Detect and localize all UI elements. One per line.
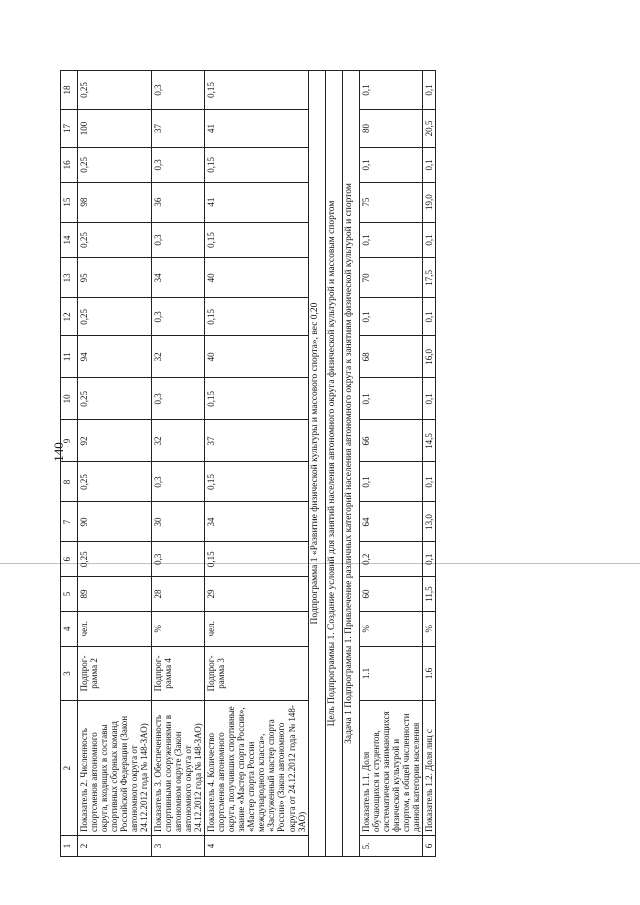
table-cell: 0,25	[78, 462, 152, 502]
header-cell: 1	[61, 835, 78, 856]
table-cell: 89	[78, 577, 152, 612]
section-title: Подпрограмма 1 «Развитие физической культуры и массового спорта», вес 0,20	[308, 71, 325, 857]
header-cell: 10	[61, 378, 78, 420]
table-cell: 66	[359, 420, 422, 462]
table-cell: 75	[359, 182, 422, 222]
header-cell: 18	[61, 71, 78, 110]
table-cell: Показатель 1.2. Доля лиц с	[423, 701, 436, 836]
table-row	[359, 71, 422, 857]
header-cell: 13	[61, 258, 78, 298]
table-cell: 5.	[359, 835, 422, 856]
table-cell: 60	[359, 577, 422, 612]
table-cell: 0,25	[78, 147, 152, 182]
table-row	[423, 71, 436, 857]
table-cell: Показатель 2. Численность спортсменов автономного округа, входящих в составы спортивных сборных команд Российской Федерации (Закон автономного округа от 24.12.2012 года № 148-ЗАО)	[78, 701, 152, 836]
table-cell: 0,25	[78, 71, 152, 110]
table-cell: 13,0	[423, 502, 436, 542]
table-cell: 0,15	[204, 147, 308, 182]
table-cell: 90	[78, 502, 152, 542]
header-cell: 6	[61, 542, 78, 577]
table-cell: 0,1	[359, 298, 422, 336]
table-cell: Показатель 3. Обеспеченность спортивными сооружениями в автономном округе (Закон автономного округа от 24.12.2012 года № 148-ЗАО)	[151, 701, 204, 836]
table-cell: 40	[204, 336, 308, 378]
page-number: 140	[51, 442, 66, 462]
table-cell: 0,1	[423, 222, 436, 258]
table-cell: 0,3	[151, 147, 204, 182]
table-cell: 0,1	[359, 462, 422, 502]
table-cell: 80	[359, 110, 422, 148]
table-cell: 4	[204, 835, 308, 856]
table-cell: чел.	[78, 611, 152, 646]
table-cell: 0,15	[204, 542, 308, 577]
table-cell: 41	[204, 110, 308, 148]
table-cell: Показатель 4. Количество спортсменов автономного округа, получивших спортивные звание «Мастер спорта России», «Мастер спорта России международного класса», «Заслуженный мастер спорта России» (Закон автономного округа от 24.12.2012 года № 148-ЗАО)	[204, 701, 308, 836]
table-cell: 0,3	[151, 298, 204, 336]
table-cell: 0,3	[151, 71, 204, 110]
table-cell: Показатель 1.1. Доля обучающихся и студентов, систематически занимающихся физической культурой и спортом, в общей численности данной категории населения	[359, 701, 422, 836]
table-cell: 68	[359, 336, 422, 378]
header-cell: 3	[61, 646, 78, 701]
table-cell: 28	[151, 577, 204, 612]
table-cell: 36	[151, 182, 204, 222]
table-cell: 0,15	[204, 222, 308, 258]
table-cell: 0,1	[359, 378, 422, 420]
table-cell: 32	[151, 336, 204, 378]
header-cell: 2	[61, 701, 78, 836]
header-cell: 9	[61, 420, 78, 462]
table-cell: 37	[151, 110, 204, 148]
table-cell: 34	[151, 258, 204, 298]
table-cell: Подпрог-рамма 4	[151, 646, 204, 701]
table-cell: 70	[359, 258, 422, 298]
table-cell: 29	[204, 577, 308, 612]
table-cell: 32	[151, 420, 204, 462]
table-cell: 0,1	[423, 71, 436, 110]
table-cell: %	[423, 611, 436, 646]
table-cell: 41	[204, 182, 308, 222]
table-row	[78, 71, 152, 857]
table-cell: 0,1	[423, 462, 436, 502]
table-cell: 92	[78, 420, 152, 462]
table-body	[61, 71, 436, 857]
table-cell: 64	[359, 502, 422, 542]
table-cell: Подпрог-рамма 2	[78, 646, 152, 701]
table-cell: 0,15	[204, 462, 308, 502]
table-cell: 0,3	[151, 222, 204, 258]
header-cell: 8	[61, 462, 78, 502]
table-cell: 98	[78, 182, 152, 222]
table-cell: 37	[204, 420, 308, 462]
header-cell: 5	[61, 577, 78, 612]
table-cell: 95	[78, 258, 152, 298]
table-cell: 30	[151, 502, 204, 542]
table-cell: 1.6	[423, 646, 436, 701]
section-row	[325, 71, 342, 857]
table-cell: 0,2	[359, 542, 422, 577]
section-row	[342, 71, 359, 857]
table-cell: 17,5	[423, 258, 436, 298]
section-title: Задача 1 Подпрограммы 1. Привлечение различных категорий населения автономного округа к занятиям физической культурой и спортом	[342, 71, 359, 857]
table-row	[204, 71, 308, 857]
table-cell: 40	[204, 258, 308, 298]
table-cell: Подпрог-рамма 3	[204, 646, 308, 701]
table-cell: 1.1	[359, 646, 422, 701]
table-cell: 3	[151, 835, 204, 856]
table-cell: 0,25	[78, 222, 152, 258]
rotated-table-container	[60, 70, 436, 857]
table-cell: 0,3	[151, 542, 204, 577]
table-cell: 0,25	[78, 542, 152, 577]
header-cell: 14	[61, 222, 78, 258]
table-cell: 0,25	[78, 378, 152, 420]
indicators-table	[60, 70, 436, 857]
section-row	[308, 71, 325, 857]
table-cell: 34	[204, 502, 308, 542]
table-cell: 0,1	[359, 222, 422, 258]
header-cell: 7	[61, 502, 78, 542]
table-cell: %	[359, 611, 422, 646]
section-title: Цель Подпрограммы 1. Создание условий для занятий населения автономного округа физической культурой и массовым спортом	[325, 71, 342, 857]
header-cell: 17	[61, 110, 78, 148]
table-cell: 0,1	[359, 71, 422, 110]
table-cell: 100	[78, 110, 152, 148]
table-cell: 0,3	[151, 378, 204, 420]
table-cell: 6	[423, 835, 436, 856]
table-cell: 94	[78, 336, 152, 378]
table-row	[151, 71, 204, 857]
header-cell: 12	[61, 298, 78, 336]
table-cell: 19,0	[423, 182, 436, 222]
table-cell: 0,1	[423, 298, 436, 336]
table-cell: 0,15	[204, 378, 308, 420]
header-row	[61, 71, 78, 857]
table-cell: %	[151, 611, 204, 646]
table-cell: 0,15	[204, 298, 308, 336]
table-cell: 0,1	[359, 147, 422, 182]
table-cell: 11,5	[423, 577, 436, 612]
header-cell: 11	[61, 336, 78, 378]
table-cell: 0,1	[423, 378, 436, 420]
table-cell: 16,0	[423, 336, 436, 378]
table-cell: 0,25	[78, 298, 152, 336]
table-cell: 0,1	[423, 147, 436, 182]
table-cell: 0,15	[204, 71, 308, 110]
header-cell: 15	[61, 182, 78, 222]
table-cell: 0,3	[151, 462, 204, 502]
table-cell: чел.	[204, 611, 308, 646]
table-cell: 2	[78, 835, 152, 856]
table-cell: 0,1	[423, 542, 436, 577]
header-cell: 16	[61, 147, 78, 182]
table-cell: 14,5	[423, 420, 436, 462]
header-cell: 4	[61, 611, 78, 646]
table-cell: 20,5	[423, 110, 436, 148]
